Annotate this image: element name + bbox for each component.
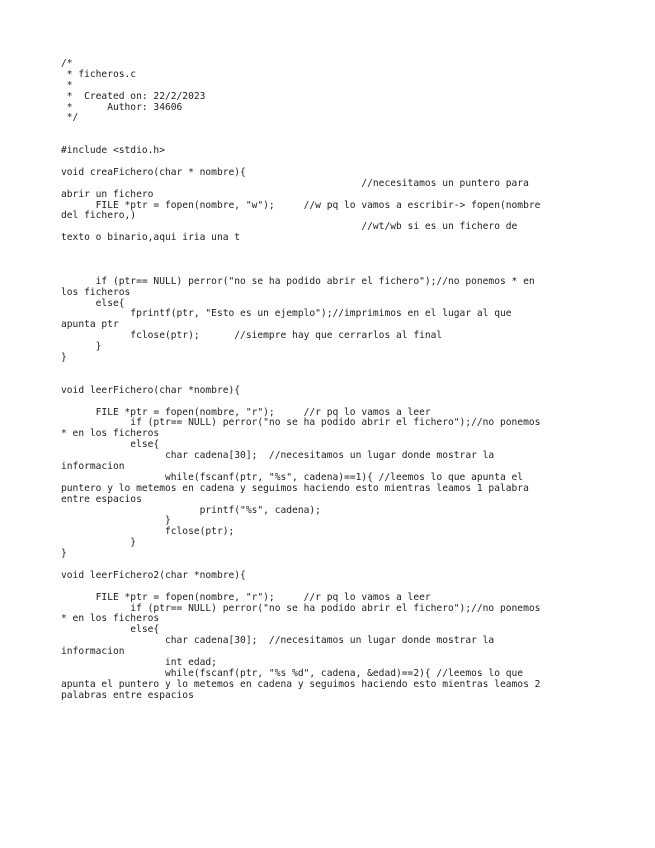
code-line: abrir un fichero [61, 188, 154, 200]
code-line: del fichero,) [61, 210, 137, 222]
code-line: void leerFichero(char *nombre){ [61, 384, 241, 396]
code-line: #include <stdio.h> [61, 145, 165, 157]
code-line [61, 244, 621, 255]
code-line: } [61, 548, 67, 560]
code-line: * ficheros.c [61, 68, 137, 80]
code-line: } [61, 341, 102, 353]
code-line: int edad; [61, 656, 217, 668]
code-line: //wt/wb si es un fichero de [61, 221, 518, 233]
code-line: if (ptr== NULL) perror("no se ha podido abrir el fichero");//no ponemos [61, 602, 541, 614]
code-line: * [61, 79, 73, 91]
code-line: void leerFichero2(char *nombre){ [61, 569, 246, 581]
code-line: while(fscanf(ptr, "%s %d", cadena, &edad)==2){ //leemos lo que [61, 667, 524, 679]
code-line: char cadena[30]; //necesitamos un lugar donde mostrar la [61, 635, 495, 647]
code-line: /* [61, 58, 73, 69]
code-line: else{ [61, 624, 160, 636]
code-line: puntero y lo metemos en cadena y seguimos haciendo esto mientras leamos 1 palabra [61, 482, 529, 494]
code-line: } [61, 352, 67, 364]
code-line: * Created on: 22/2/2023 [61, 90, 206, 102]
code-line: else{ [61, 439, 160, 451]
code-listing [61, 59, 621, 702]
code-line: printf("%s", cadena); [61, 504, 321, 516]
code-line: palabras entre espacios [61, 689, 194, 701]
code-line: informacion [61, 460, 125, 472]
code-line [61, 582, 621, 593]
code-line: } [61, 515, 171, 527]
code-line: while(fscanf(ptr, "%s", cadena)==1){ //leemos lo que apunta el [61, 471, 524, 483]
code-line: FILE *ptr = fopen(nombre, "w"); //w pq lo vamos a escribir-> fopen(nombre [61, 199, 541, 211]
code-line: FILE *ptr = fopen(nombre, "r"); //r pq lo vamos a leer [61, 591, 431, 603]
code-line: fclose(ptr); [61, 526, 235, 538]
code-line [61, 364, 621, 375]
code-line: else{ [61, 297, 125, 309]
code-line: informacion [61, 646, 125, 658]
code-line: * en los ficheros [61, 613, 160, 625]
code-line: */ [61, 112, 79, 124]
code-line: los ficheros [61, 286, 131, 298]
code-line [61, 397, 621, 408]
code-line: if (ptr== NULL) perror("no se ha podido abrir el fichero");//no ponemos * en [61, 275, 535, 287]
code-line: FILE *ptr = fopen(nombre, "r"); //r pq lo vamos a leer [61, 406, 431, 418]
code-line [61, 255, 621, 266]
code-line: texto o binario,aqui iria una t [61, 232, 241, 244]
code-line [61, 124, 621, 135]
code-line: fprintf(ptr, "Esto es un ejemplo");//imprimimos en el lugar al que [61, 308, 512, 320]
code-line: * Author: 34606 [61, 101, 183, 113]
code-line: //necesitamos un puntero para [61, 177, 529, 189]
code-line: entre espacios [61, 493, 142, 505]
code-line: char cadena[30]; //necesitamos un lugar donde mostrar la [61, 450, 495, 462]
code-line: * en los ficheros [61, 428, 160, 440]
code-line: void creaFichero(char * nombre){ [61, 166, 246, 178]
code-line: } [61, 537, 137, 549]
code-line: apunta el puntero y lo metemos en cadena y seguimos haciendo esto mientras leamos 2 [61, 678, 541, 690]
code-line: fclose(ptr); //siempre hay que cerrarlos al final [61, 330, 443, 342]
code-line: apunta ptr [61, 319, 119, 331]
code-line: if (ptr== NULL) perror("no se ha podido abrir el fichero");//no ponemos [61, 417, 541, 429]
